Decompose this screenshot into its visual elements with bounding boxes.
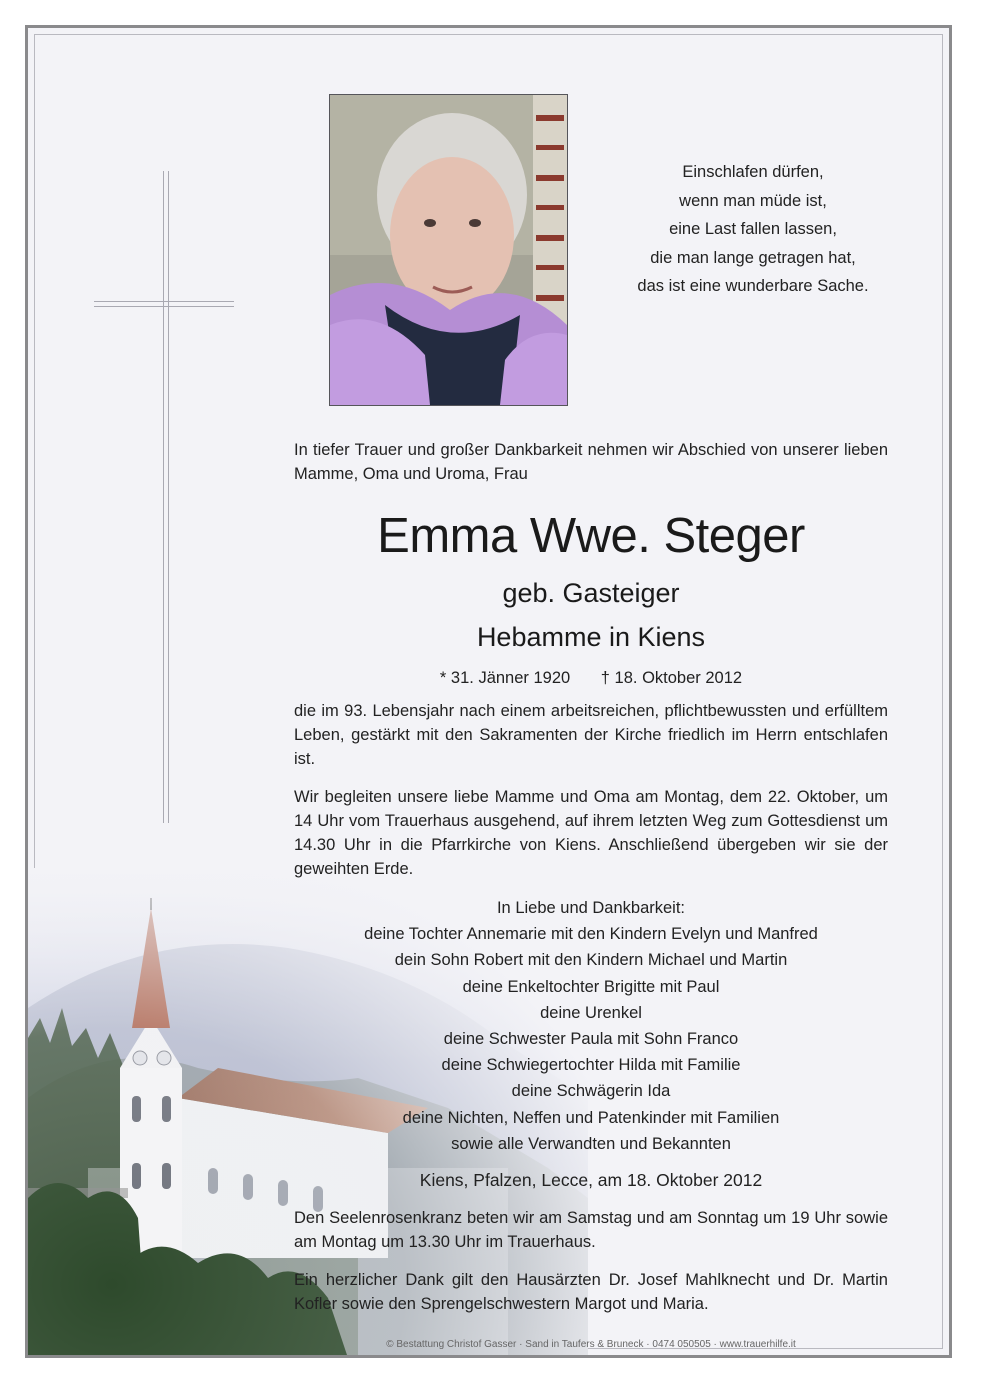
paragraph-life: die im 93. Lebensjahr nach einem arbeitsreichen, pflichtbewussten und erfülltem Leben, gestärkt mit den Sakramenten der Kirche friedlich im Herrn entschlafen ist. [294, 702, 888, 768]
poem [588, 158, 918, 301]
mourners-list [294, 895, 888, 1157]
mourner-line: deine Enkeltochter Brigitte mit Paul [462, 977, 720, 996]
poem-line: die man lange getragen hat, [650, 248, 856, 267]
poem-line: Einschlafen dürfen, [682, 163, 824, 181]
obituary-card [25, 25, 952, 1358]
mourner-line: deine Schwägerin Ida [511, 1082, 671, 1101]
mourner-line: In Liebe und Dankbarkeit: [496, 899, 686, 917]
mourner-line: deine Schwester Paula mit Sohn Franco [443, 1030, 739, 1049]
occupation: Hebamme in Kiens [476, 622, 706, 652]
mourner-line: sowie alle Verwandten und Bekannten [451, 1134, 731, 1153]
life-dates [294, 666, 888, 690]
paragraph-funeral: Wir begleiten unsere liebe Mamme und Oma am Montag, dem 22. Oktober, um 14 Uhr vom Trauerhaus ausgehend, auf ihrem letzten Weg zum Gottesdienst um 14.30 Uhr in die Pfarrkirche von Kiens. Anschließend übergeben wir sie der geweihten Erde. [294, 788, 888, 878]
deceased-name: Emma Wwe. Steger [377, 509, 805, 563]
mourner-line: deine Nichten, Neffen und Patenkinder mit Familien [402, 1108, 780, 1127]
maiden-name: geb. Gasteiger [502, 578, 680, 608]
intro-text: In tiefer Trauer und großer Dankbarkeit nehmen wir Abschied von unserer lieben Mamme, Oma und Uroma, Frau [294, 441, 888, 483]
mourner-line: deine Tochter Annemarie mit den Kindern Evelyn und Manfred [364, 925, 818, 944]
poem-line: wenn man müde ist, [679, 191, 827, 210]
poem-line: eine Last fallen lassen, [669, 220, 837, 238]
paragraph-thanks: Ein herzlicher Dank gilt den Hausärzten Dr. Josef Mahlknecht und Dr. Martin Kofler sowie den Sprengelschwestern Margot und Maria. [294, 1271, 888, 1313]
death-date: † 18. Oktober 2012 [600, 669, 743, 687]
birth-date: * 31. Jänner 1920 [439, 669, 571, 687]
mourner-line: dein Sohn Robert mit den Kindern Michael und Martin [394, 951, 788, 970]
portrait-photo [329, 94, 568, 406]
mourner-line: deine Urenkel [540, 1003, 642, 1022]
poem-line: das ist eine wunderbare Sache. [637, 277, 869, 295]
paragraph-rosary: Den Seelenrosenkranz beten wir am Samstag und am Sonntag um 19 Uhr sowie am Montag um 13.30 Uhr im Trauerhaus. [294, 1209, 888, 1251]
place-and-date: Kiens, Pfalzen, Lecce, am 18. Oktober 2012 [419, 1170, 763, 1190]
funeral-home-footer: © Bestattung Christof Gasser · Sand in Taufers & Bruneck · 0474 050505 · www.trauerhilfe.it [386, 1339, 796, 1350]
mourner-line: deine Schwiegertochter Hilda mit Familie [441, 1056, 741, 1075]
